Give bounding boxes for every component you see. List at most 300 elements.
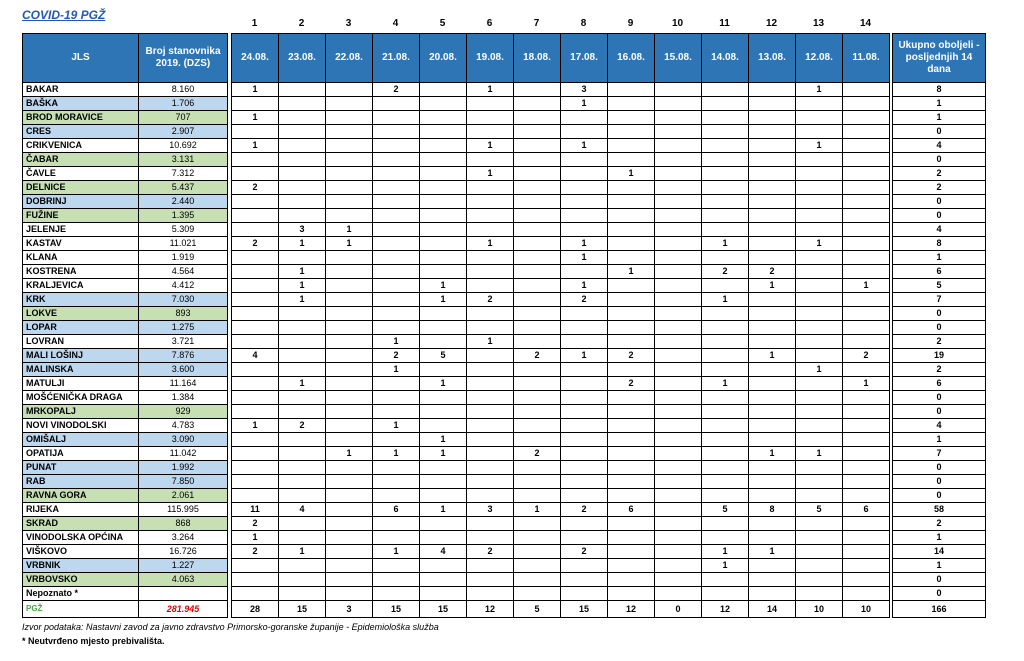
daily-cases-cell: [561, 223, 608, 237]
population-value: 5.309: [139, 223, 228, 237]
daily-cases-cell: [326, 503, 373, 517]
daily-cases-cell: [420, 559, 467, 573]
daily-cases-cell: [608, 307, 655, 321]
population-value: 1.275: [139, 321, 228, 335]
daily-cases-cell: [702, 489, 749, 503]
table-row: [23, 475, 986, 489]
daily-cases-cell: 1: [232, 419, 279, 433]
total-cases-cell: 7: [893, 447, 986, 461]
daily-cases-cell: [514, 335, 561, 349]
daily-cases-cell: [232, 489, 279, 503]
daily-cases-cell: [420, 97, 467, 111]
daily-cases-cell: [561, 573, 608, 587]
municipality-name: DOBRINJ: [23, 195, 139, 209]
daily-cases-cell: [655, 83, 702, 97]
daily-cases-cell: [279, 251, 326, 265]
daily-cases-cell: [843, 461, 890, 475]
daily-cases-cell: [232, 377, 279, 391]
table-row: [23, 335, 986, 349]
daily-cases-cell: [608, 153, 655, 167]
column-number: 9: [627, 18, 634, 29]
daily-cases-cell: [467, 531, 514, 545]
daily-cases-cell: [279, 559, 326, 573]
daily-cases-cell: 1: [467, 335, 514, 349]
daily-cases-cell: [608, 391, 655, 405]
daily-cases-cell: [373, 307, 420, 321]
daily-cases-cell: 1: [326, 447, 373, 461]
daily-cases-cell: [420, 83, 467, 97]
daily-cases-cell: [796, 489, 843, 503]
daily-cases-cell: [420, 167, 467, 181]
header-date: 13.08.: [749, 34, 796, 83]
daily-cases-cell: [232, 559, 279, 573]
daily-cases-cell: [420, 363, 467, 377]
municipality-name: BAKAR: [23, 83, 139, 97]
total-cases-cell: 4: [893, 139, 986, 153]
daily-cases-cell: [702, 349, 749, 363]
daily-cases-cell: [467, 195, 514, 209]
population-value: 10.692: [139, 139, 228, 153]
daily-cases-cell: 2: [279, 419, 326, 433]
daily-cases-cell: [514, 545, 561, 559]
daily-cases-cell: [467, 559, 514, 573]
column-number: 3: [345, 18, 352, 29]
daily-cases-cell: [561, 377, 608, 391]
daily-cases-cell: [279, 447, 326, 461]
daily-cases-cell: [326, 139, 373, 153]
daily-cases-cell: 1: [326, 237, 373, 251]
daily-cases-cell: 1: [467, 139, 514, 153]
daily-cases-cell: [702, 139, 749, 153]
daily-cases-cell: 6: [373, 503, 420, 517]
totals-daily-cell: 28: [232, 601, 279, 618]
population-value: 1.706: [139, 97, 228, 111]
daily-cases-cell: 1: [232, 139, 279, 153]
daily-cases-cell: [702, 251, 749, 265]
daily-cases-cell: [326, 531, 373, 545]
daily-cases-cell: 1: [420, 293, 467, 307]
daily-cases-cell: [796, 391, 843, 405]
daily-cases-cell: 2: [561, 503, 608, 517]
daily-cases-cell: 1: [702, 545, 749, 559]
daily-cases-cell: [420, 475, 467, 489]
daily-cases-cell: [843, 545, 890, 559]
daily-cases-cell: [608, 181, 655, 195]
daily-cases-cell: 2: [232, 517, 279, 531]
daily-cases-cell: [655, 153, 702, 167]
daily-cases-cell: [326, 517, 373, 531]
municipality-name: MALINSKA: [23, 363, 139, 377]
daily-cases-cell: [514, 419, 561, 433]
municipality-name: SKRAD: [23, 517, 139, 531]
total-cases-cell: 8: [893, 237, 986, 251]
total-cases-cell: 1: [893, 97, 986, 111]
total-cases-cell: 1: [893, 111, 986, 125]
daily-cases-cell: [373, 475, 420, 489]
daily-cases-cell: [843, 517, 890, 531]
daily-cases-cell: [373, 517, 420, 531]
daily-cases-cell: [702, 391, 749, 405]
daily-cases-cell: [655, 307, 702, 321]
totals-daily-cell: 12: [702, 601, 749, 618]
daily-cases-cell: [702, 195, 749, 209]
municipality-name: BAŠKA: [23, 97, 139, 111]
daily-cases-cell: [843, 237, 890, 251]
total-cases-cell: 1: [893, 559, 986, 573]
daily-cases-cell: [467, 181, 514, 195]
table-row: [23, 531, 986, 545]
daily-cases-cell: [655, 139, 702, 153]
table-row: [23, 391, 986, 405]
population-value: 16.726: [139, 545, 228, 559]
daily-cases-cell: [279, 461, 326, 475]
daily-cases-cell: [373, 461, 420, 475]
totals-population: 281.945: [139, 601, 228, 618]
daily-cases-cell: 1: [561, 279, 608, 293]
population-value: 5.437: [139, 181, 228, 195]
daily-cases-cell: [843, 209, 890, 223]
daily-cases-cell: [373, 433, 420, 447]
daily-cases-cell: [702, 167, 749, 181]
daily-cases-cell: [796, 97, 843, 111]
population-value: 3.090: [139, 433, 228, 447]
municipality-name: NOVI VINODOLSKI: [23, 419, 139, 433]
daily-cases-cell: [702, 279, 749, 293]
daily-cases-cell: 1: [514, 503, 561, 517]
daily-cases-cell: [467, 209, 514, 223]
table-header-row: [23, 34, 986, 83]
daily-cases-cell: [702, 405, 749, 419]
daily-cases-cell: [279, 209, 326, 223]
daily-cases-cell: [420, 335, 467, 349]
daily-cases-cell: [467, 419, 514, 433]
daily-cases-cell: [373, 223, 420, 237]
daily-cases-cell: [373, 279, 420, 293]
total-cases-cell: 1: [893, 531, 986, 545]
totals-label: PGŽ: [23, 601, 139, 618]
daily-cases-cell: 2: [514, 349, 561, 363]
daily-cases-cell: [796, 531, 843, 545]
daily-cases-cell: [514, 475, 561, 489]
daily-cases-cell: 1: [702, 377, 749, 391]
daily-cases-cell: [843, 307, 890, 321]
daily-cases-cell: [561, 153, 608, 167]
table-row: [23, 559, 986, 573]
municipality-name: CRIKVENICA: [23, 139, 139, 153]
daily-cases-cell: [655, 461, 702, 475]
daily-cases-cell: [373, 573, 420, 587]
daily-cases-cell: [326, 321, 373, 335]
header-date: 11.08.: [843, 34, 890, 83]
daily-cases-cell: [749, 209, 796, 223]
daily-cases-cell: [467, 573, 514, 587]
total-cases-cell: 2: [893, 335, 986, 349]
column-number: 6: [486, 18, 493, 29]
daily-cases-cell: [420, 251, 467, 265]
municipality-name: ČAVLE: [23, 167, 139, 181]
daily-cases-cell: [420, 405, 467, 419]
daily-cases-cell: 1: [279, 293, 326, 307]
daily-cases-cell: [608, 489, 655, 503]
daily-cases-cell: 1: [232, 111, 279, 125]
total-cases-cell: 0: [893, 321, 986, 335]
daily-cases-cell: [749, 125, 796, 139]
daily-cases-cell: 1: [420, 433, 467, 447]
daily-cases-cell: [796, 279, 843, 293]
daily-cases-cell: [608, 531, 655, 545]
daily-cases-cell: [514, 125, 561, 139]
daily-cases-cell: [279, 517, 326, 531]
daily-cases-cell: [514, 559, 561, 573]
daily-cases-cell: 2: [608, 349, 655, 363]
daily-cases-cell: [232, 97, 279, 111]
daily-cases-cell: [702, 321, 749, 335]
municipality-name: MALI LOŠINJ: [23, 349, 139, 363]
daily-cases-cell: [796, 167, 843, 181]
daily-cases-cell: 1: [608, 167, 655, 181]
daily-cases-cell: [279, 531, 326, 545]
table-row: [23, 167, 986, 181]
daily-cases-cell: 1: [796, 83, 843, 97]
table-row: [23, 209, 986, 223]
daily-cases-cell: [702, 461, 749, 475]
column-number: 1: [251, 18, 258, 29]
table-row: [23, 461, 986, 475]
daily-cases-cell: [514, 433, 561, 447]
municipality-name: KRK: [23, 293, 139, 307]
daily-cases-cell: [561, 405, 608, 419]
total-cases-cell: 0: [893, 461, 986, 475]
daily-cases-cell: [279, 433, 326, 447]
daily-cases-cell: [655, 223, 702, 237]
totals-row: [23, 601, 986, 618]
daily-cases-cell: [420, 489, 467, 503]
daily-cases-cell: [467, 223, 514, 237]
table-row: [23, 405, 986, 419]
daily-cases-cell: [655, 573, 702, 587]
daily-cases-cell: 1: [373, 335, 420, 349]
daily-cases-cell: [749, 307, 796, 321]
daily-cases-cell: 2: [608, 377, 655, 391]
totals-daily-cell: 0: [655, 601, 702, 618]
daily-cases-cell: [373, 195, 420, 209]
daily-cases-cell: [561, 335, 608, 349]
daily-cases-cell: [608, 209, 655, 223]
table-row: [23, 139, 986, 153]
daily-cases-cell: [326, 265, 373, 279]
daily-cases-cell: [702, 447, 749, 461]
population-value: 8.160: [139, 83, 228, 97]
daily-cases-cell: [279, 321, 326, 335]
municipality-name: MATULJI: [23, 377, 139, 391]
daily-cases-cell: 1: [420, 377, 467, 391]
municipality-name: MRKOPALJ: [23, 405, 139, 419]
daily-cases-cell: [796, 251, 843, 265]
daily-cases-cell: [655, 447, 702, 461]
daily-cases-cell: [749, 111, 796, 125]
daily-cases-cell: [561, 587, 608, 601]
daily-cases-cell: [514, 195, 561, 209]
municipality-name: JELENJE: [23, 223, 139, 237]
daily-cases-cell: [373, 391, 420, 405]
daily-cases-cell: [373, 139, 420, 153]
daily-cases-cell: [232, 265, 279, 279]
total-cases-cell: 0: [893, 587, 986, 601]
population-value: 1.227: [139, 559, 228, 573]
table-row: [23, 97, 986, 111]
daily-cases-cell: [655, 167, 702, 181]
daily-cases-cell: [561, 363, 608, 377]
daily-cases-cell: [702, 125, 749, 139]
daily-cases-cell: [467, 265, 514, 279]
daily-cases-cell: 1: [561, 349, 608, 363]
daily-cases-cell: [702, 517, 749, 531]
daily-cases-cell: [655, 209, 702, 223]
total-cases-cell: 4: [893, 223, 986, 237]
daily-cases-cell: [561, 517, 608, 531]
daily-cases-cell: 4: [232, 349, 279, 363]
table-row: [23, 447, 986, 461]
daily-cases-cell: [326, 545, 373, 559]
daily-cases-cell: [467, 111, 514, 125]
total-cases-cell: 4: [893, 419, 986, 433]
daily-cases-cell: [843, 433, 890, 447]
daily-cases-cell: [749, 237, 796, 251]
daily-cases-cell: [749, 433, 796, 447]
daily-cases-cell: [514, 139, 561, 153]
daily-cases-cell: 2: [843, 349, 890, 363]
daily-cases-cell: 2: [232, 237, 279, 251]
table-row: [23, 377, 986, 391]
table-row: [23, 293, 986, 307]
header-date: 17.08.: [561, 34, 608, 83]
daily-cases-cell: [514, 237, 561, 251]
header-date: 14.08.: [702, 34, 749, 83]
daily-cases-cell: [843, 153, 890, 167]
daily-cases-cell: [796, 433, 843, 447]
daily-cases-cell: 1: [420, 279, 467, 293]
daily-cases-cell: [514, 279, 561, 293]
daily-cases-cell: [749, 377, 796, 391]
daily-cases-cell: [420, 419, 467, 433]
daily-cases-cell: [514, 97, 561, 111]
daily-cases-cell: [608, 419, 655, 433]
daily-cases-cell: 1: [796, 237, 843, 251]
daily-cases-cell: 1: [561, 139, 608, 153]
daily-cases-cell: [326, 167, 373, 181]
daily-cases-cell: [514, 307, 561, 321]
population-value: 1.384: [139, 391, 228, 405]
daily-cases-cell: 1: [279, 237, 326, 251]
total-cases-cell: 7: [893, 293, 986, 307]
daily-cases-cell: [655, 391, 702, 405]
header-date: 20.08.: [420, 34, 467, 83]
daily-cases-cell: [232, 321, 279, 335]
daily-cases-cell: [843, 531, 890, 545]
daily-cases-cell: [702, 573, 749, 587]
daily-cases-cell: [843, 587, 890, 601]
daily-cases-cell: [796, 377, 843, 391]
daily-cases-cell: 2: [467, 293, 514, 307]
totals-daily-cell: 15: [373, 601, 420, 618]
daily-cases-cell: 5: [420, 349, 467, 363]
daily-cases-cell: 6: [608, 503, 655, 517]
daily-cases-cell: [514, 83, 561, 97]
daily-cases-cell: [279, 83, 326, 97]
table-row: [23, 545, 986, 559]
daily-cases-cell: [561, 391, 608, 405]
daily-cases-cell: [232, 293, 279, 307]
daily-cases-cell: [702, 335, 749, 349]
daily-cases-cell: 1: [796, 447, 843, 461]
daily-cases-cell: 1: [561, 251, 608, 265]
daily-cases-cell: [279, 125, 326, 139]
daily-cases-cell: [843, 83, 890, 97]
population-value: 3.721: [139, 335, 228, 349]
daily-cases-cell: [843, 223, 890, 237]
daily-cases-cell: [561, 125, 608, 139]
municipality-name: CRES: [23, 125, 139, 139]
daily-cases-cell: [373, 293, 420, 307]
municipality-name: VRBNIK: [23, 559, 139, 573]
daily-cases-cell: [232, 279, 279, 293]
daily-cases-cell: 1: [749, 279, 796, 293]
daily-cases-cell: [420, 237, 467, 251]
daily-cases-cell: [514, 363, 561, 377]
daily-cases-cell: [420, 181, 467, 195]
daily-cases-cell: [373, 181, 420, 195]
daily-cases-cell: [843, 111, 890, 125]
daily-cases-cell: 1: [796, 139, 843, 153]
daily-cases-cell: 2: [749, 265, 796, 279]
population-value: 7.850: [139, 475, 228, 489]
daily-cases-cell: [749, 419, 796, 433]
daily-cases-cell: [655, 475, 702, 489]
daily-cases-cell: [608, 237, 655, 251]
daily-cases-cell: [326, 293, 373, 307]
daily-cases-cell: [561, 489, 608, 503]
daily-cases-cell: [326, 461, 373, 475]
daily-cases-cell: [796, 195, 843, 209]
daily-cases-cell: [796, 321, 843, 335]
daily-cases-cell: [749, 223, 796, 237]
daily-cases-cell: [514, 251, 561, 265]
daily-cases-cell: [514, 489, 561, 503]
daily-cases-cell: [655, 111, 702, 125]
daily-cases-cell: [373, 111, 420, 125]
totals-daily-cell: 10: [843, 601, 890, 618]
daily-cases-cell: [514, 531, 561, 545]
daily-cases-cell: [796, 209, 843, 223]
daily-cases-cell: 1: [420, 447, 467, 461]
daily-cases-cell: [373, 251, 420, 265]
daily-cases-cell: [373, 153, 420, 167]
total-cases-cell: 0: [893, 405, 986, 419]
municipality-name: LOPAR: [23, 321, 139, 335]
daily-cases-cell: [608, 251, 655, 265]
daily-cases-cell: [702, 223, 749, 237]
municipality-name: KRALJEVICA: [23, 279, 139, 293]
daily-cases-cell: [655, 195, 702, 209]
daily-cases-cell: 2: [561, 545, 608, 559]
daily-cases-cell: [420, 125, 467, 139]
daily-cases-cell: [514, 573, 561, 587]
daily-cases-cell: [279, 391, 326, 405]
municipality-name: VRBOVSKO: [23, 573, 139, 587]
daily-cases-cell: [796, 265, 843, 279]
daily-cases-cell: [467, 321, 514, 335]
daily-cases-cell: [843, 559, 890, 573]
